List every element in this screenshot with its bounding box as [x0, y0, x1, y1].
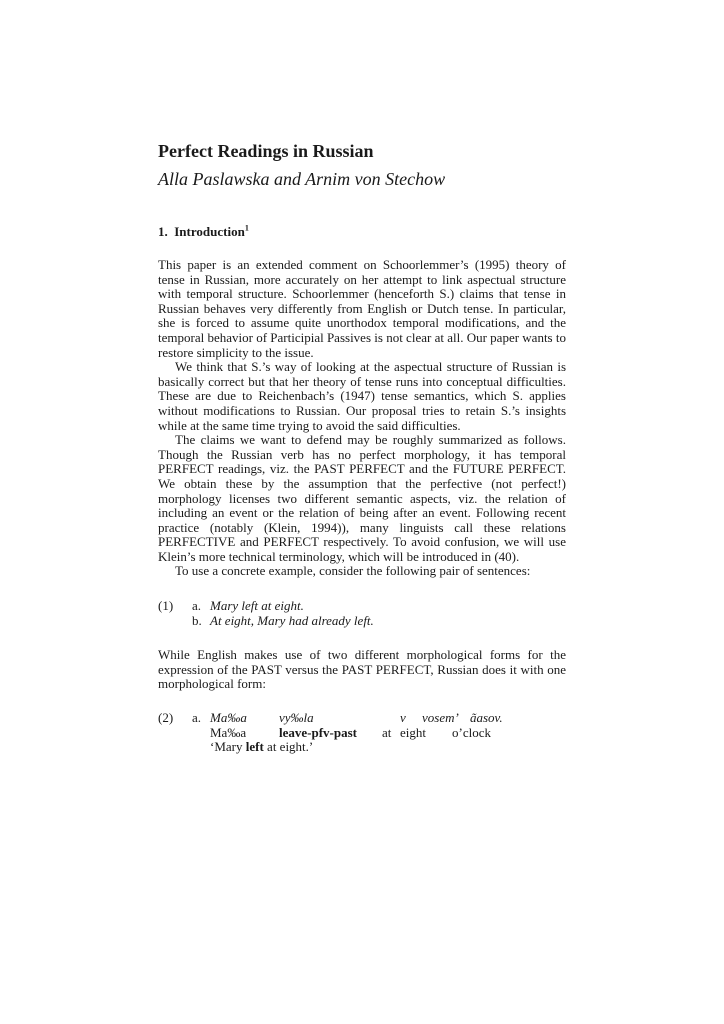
translation-pre: ‘Mary	[210, 739, 246, 755]
section-heading-introduction	[158, 224, 566, 240]
russian-word-3: v	[400, 710, 406, 726]
example-2a-translation	[158, 740, 566, 755]
example-2	[158, 711, 566, 755]
translation-post: at eight.’	[263, 739, 314, 755]
section-title: Introduction	[174, 224, 245, 239]
example-1a	[158, 599, 566, 614]
example-1a-text: Mary left at eight.	[210, 598, 304, 614]
russian-word-1: Ma‰a	[210, 710, 247, 726]
paper-page	[158, 140, 566, 755]
russian-word-2: vy‰la	[279, 710, 314, 726]
paragraph-3: The claims we want to defend may be roughly summarized as follows. Though the Russian verb has no perfect morphology, it has temporal PERFECT readings, viz. the PAST PERFECT and the FUTURE PERFECT. We obtain these by the assumption that the perfective (not perfect!) morphology licenses two different semantic aspects, viz. the relation of including an event or the relation of being after an event. Following recent practice (notably (Klein, 1994)), many linguists call these relations PERFECTIVE and PERFECT respectively. To avoid confusion, we will use Klein’s more technical terminology, which will be introduced in (40).	[158, 432, 566, 564]
example-2a-gloss-line	[158, 726, 566, 741]
example-1b-text: At eight, Mary had already left.	[210, 612, 374, 628]
paper-title: Perfect Readings in Russian	[158, 141, 374, 161]
example-2a-russian-line	[158, 711, 566, 726]
example-1	[158, 599, 566, 628]
paragraph-2: We think that S.’s way of looking at the aspectual structure of Russian is basically correct but that her theory of tense runs into conceptual difficulties. These are due to Reichenbach’s (1947) tense semantics, which S. applies without modifications to Russian. Our proposal tries to retain S.’s insights while at the same time trying to avoid the said difficulties.	[158, 359, 566, 433]
example-1-number: (1)	[158, 598, 174, 614]
section-number: 1.	[158, 224, 168, 239]
translation-bold: left	[245, 739, 264, 755]
gloss-word-4: eight	[400, 724, 426, 740]
example-1a-label: a.	[192, 598, 202, 614]
footnote-marker[interactable]: 1	[244, 223, 249, 233]
russian-word-4: vosem’	[422, 710, 459, 726]
gloss-word-1: Ma‰a	[210, 724, 247, 740]
gloss-word-3: at	[382, 724, 392, 740]
paragraph-4: To use a concrete example, consider the following pair of sentences:	[175, 563, 531, 579]
gloss-word-5: o’clock	[452, 724, 491, 740]
russian-word-5: ãasov.	[470, 710, 503, 726]
example-1b	[158, 614, 566, 629]
gloss-word-2: leave-pfv-past	[279, 724, 357, 740]
example-2a-label: a.	[192, 710, 202, 726]
paper-authors: Alla Paslawska and Arnim von Stechow	[158, 169, 446, 189]
paragraph-5: While English makes use of two different morphological forms for the expression of the PAST versus the PAST PERFECT, Russian does it with one morphological form:	[158, 647, 566, 692]
example-1b-label: b.	[192, 612, 202, 628]
paragraph-1: This paper is an extended comment on Schoorlemmer’s (1995) theory of tense in Russian, more accurately on her attempt to link aspectual structure with temporal structure. Schoorlemmer (henceforth S.) claims that tense in Russian behaves very differently from English or Dutch tense. In particular, she is forced to assume quite unorthodox temporal modifications, and the temporal behavior of Participial Passives is not clear at all. Our paper wants to restore simplicity to the issue.	[158, 257, 566, 360]
example-2-number: (2)	[158, 710, 174, 726]
